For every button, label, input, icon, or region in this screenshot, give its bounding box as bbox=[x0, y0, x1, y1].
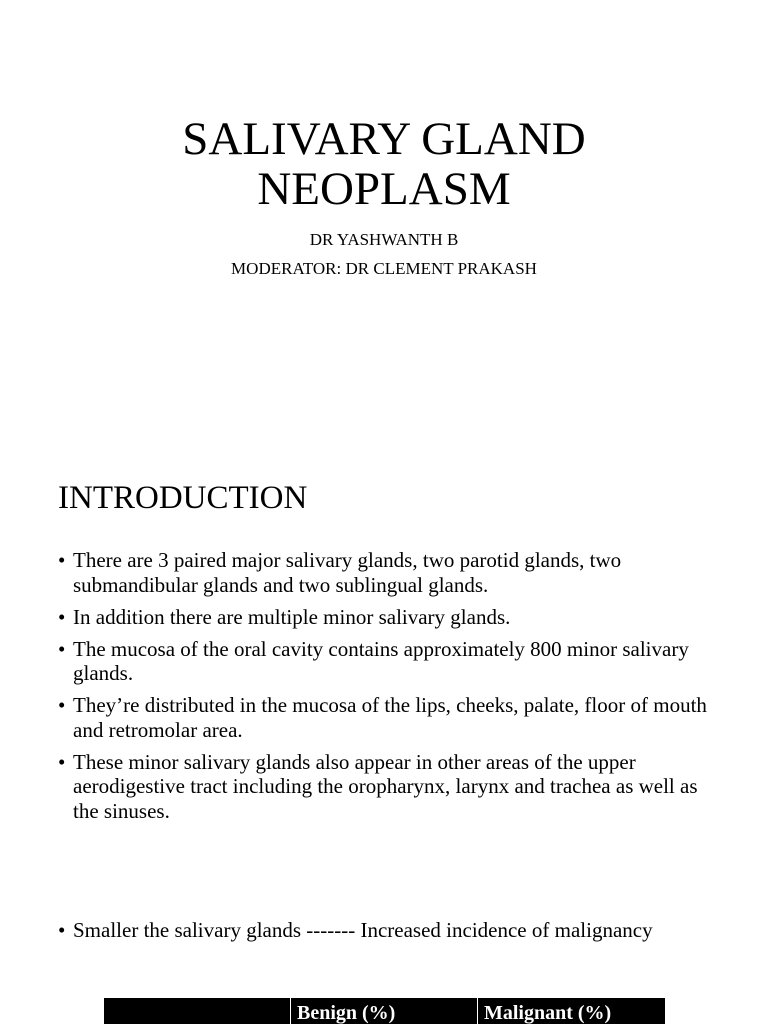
bullet-text: These minor salivary glands also appear in other areas of the upper aerodigestive tract including the oropharynx, larynx and trachea as well as the sinuses. bbox=[73, 749, 698, 823]
bullet-text: They’re distributed in the mucosa of the lips, cheeks, palate, floor of mouth and retromolar area. bbox=[73, 693, 707, 742]
note-text: Smaller the salivary glands ------- Increased incidence of malignancy bbox=[73, 918, 653, 942]
bullet-item bbox=[58, 637, 708, 686]
incidence-table-header bbox=[104, 998, 665, 1024]
moderator-name: MODERATOR: DR CLEMENT PRAKASH bbox=[231, 259, 537, 278]
introduction-bullet-list bbox=[58, 548, 708, 831]
introduction-heading: INTRODUCTION bbox=[58, 480, 308, 516]
bullet-item bbox=[58, 548, 708, 597]
bullet-item bbox=[58, 693, 708, 742]
bullet-text: In addition there are multiple minor salivary glands. bbox=[73, 604, 511, 629]
author-name: DR YASHWANTH B bbox=[309, 230, 459, 249]
table-header-blank bbox=[104, 998, 291, 1024]
bullet-text: The mucosa of the oral cavity contains approximately 800 minor salivary glands. bbox=[73, 636, 689, 685]
title-line-2: NEOPLASM bbox=[257, 163, 511, 215]
presentation-title bbox=[0, 114, 768, 214]
bullet-dot-icon: • bbox=[58, 636, 66, 661]
bullet-dot-icon: • bbox=[58, 548, 66, 572]
bullet-dot-icon: • bbox=[58, 749, 66, 774]
bullet-dot-icon: • bbox=[58, 693, 66, 717]
table-header-benign: Benign (%) bbox=[291, 998, 478, 1024]
table-header-malignant: Malignant (%) bbox=[484, 1002, 612, 1024]
bullet-item bbox=[58, 750, 708, 824]
bullet-text: There are 3 paired major salivary glands, two parotid glands, two submandibular glands and two sublingual glands. bbox=[73, 548, 622, 597]
bullet-dot-icon: • bbox=[58, 918, 66, 942]
title-slide bbox=[0, 0, 768, 440]
malignancy-note bbox=[58, 918, 738, 943]
bullet-dot-icon: • bbox=[58, 604, 66, 629]
bullet-item bbox=[58, 605, 708, 630]
title-line-1: SALIVARY GLAND bbox=[182, 113, 586, 165]
